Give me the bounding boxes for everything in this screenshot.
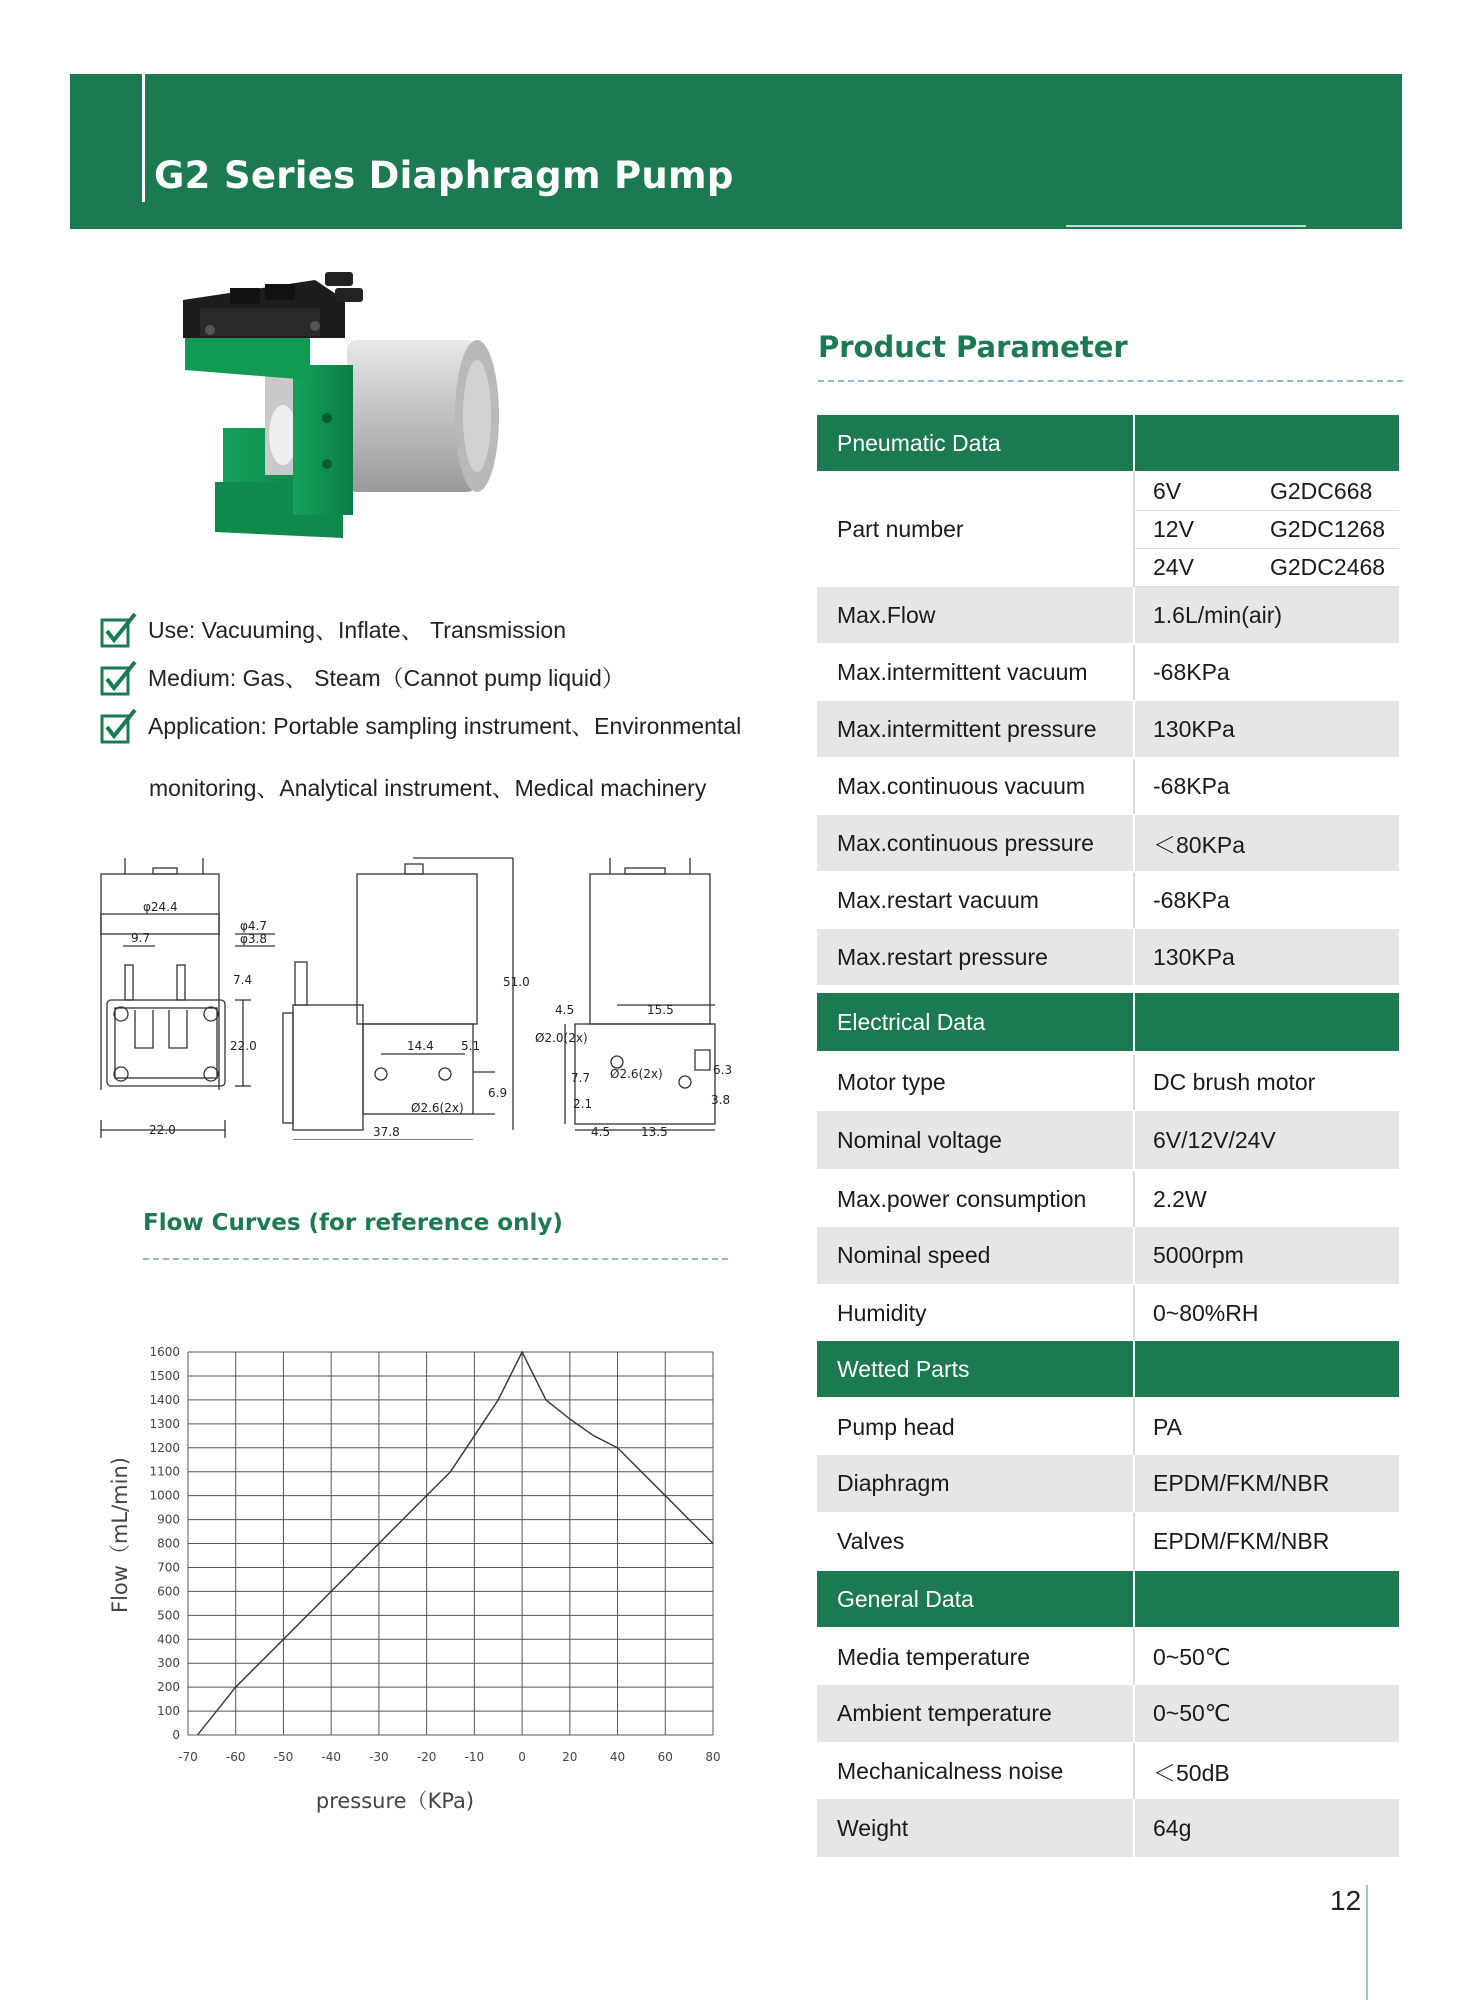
dim-label: 37.8 <box>373 1125 400 1139</box>
dim-label: 4.5 <box>591 1125 611 1139</box>
dim-label: 13.5 <box>641 1125 668 1139</box>
page-number: 12 <box>1330 1885 1362 1916</box>
dim-label: Ø2.6(2x) <box>610 1067 663 1081</box>
header-banner <box>70 74 1402 229</box>
dim-label: 7.4 <box>233 973 253 987</box>
x-tick-label: -60 <box>225 1750 246 1764</box>
checkbox-checked-icon <box>100 612 138 648</box>
param-value: 0~50℃ <box>1153 1643 1231 1670</box>
param-value: 0~50℃ <box>1153 1700 1231 1726</box>
part-number-row <box>817 471 1399 587</box>
dim-label: 51.0 <box>503 975 530 989</box>
param-row <box>817 1227 1399 1284</box>
feature-text: Application: Portable sampling instrument、Environmental <box>148 713 742 739</box>
checkbox-checked-icon <box>100 708 138 744</box>
y-tick-label: 1300 <box>149 1416 180 1431</box>
chart-x-label: pressure（KPa) <box>315 1789 475 1813</box>
banner-accent-line <box>1066 225 1306 227</box>
param-value: PA <box>1153 1413 1182 1440</box>
param-row <box>817 759 1399 814</box>
param-row <box>817 1799 1399 1857</box>
checkbox-checked-icon <box>100 660 138 696</box>
param-row <box>817 815 1399 871</box>
dim-label: 22.0 <box>149 1123 176 1137</box>
x-tick-label: -70 <box>178 1750 198 1764</box>
x-tick-label: -50 <box>273 1750 294 1764</box>
feature-application-continued: monitoring、Analytical instrument、Medical machinery <box>149 775 707 801</box>
y-tick-label: 1100 <box>149 1464 180 1479</box>
section-header-label: Pneumatic Data <box>817 415 1135 471</box>
y-tick-label: 1400 <box>149 1392 180 1407</box>
x-tick-label: -20 <box>416 1750 437 1764</box>
chart-x-ticks <box>178 1750 720 1764</box>
param-row <box>817 1399 1399 1455</box>
section-header-label: Electrical Data <box>817 993 1135 1051</box>
y-tick-label: 900 <box>157 1512 180 1527</box>
param-label: Nominal speed <box>817 1227 1135 1284</box>
dim-label: 7.7 <box>571 1071 591 1085</box>
section-header-general <box>817 1571 1399 1627</box>
param-label: Diaphragm <box>817 1455 1135 1512</box>
dim-label: 9.7 <box>131 931 151 945</box>
param-row <box>817 1455 1399 1512</box>
y-tick-label: 400 <box>157 1632 180 1647</box>
y-tick-label: 1000 <box>149 1488 180 1503</box>
param-row <box>817 1285 1399 1341</box>
param-label: Weight <box>817 1799 1135 1857</box>
y-tick-label: 700 <box>157 1560 180 1575</box>
dim-label: 3.8 <box>711 1093 731 1107</box>
param-row <box>817 929 1399 985</box>
param-value: -68KPa <box>1153 659 1230 685</box>
param-label: Max.continuous vacuum <box>817 759 1135 814</box>
feature-use <box>100 612 566 654</box>
x-tick-label: 0 <box>518 1750 526 1764</box>
param-label: Mechanicalness noise <box>817 1743 1135 1799</box>
y-tick-label: 800 <box>157 1536 180 1551</box>
y-tick-label: 1200 <box>149 1440 180 1455</box>
part-model: G2DC1268 <box>1270 516 1386 542</box>
param-row <box>817 873 1399 928</box>
param-row <box>817 1685 1399 1742</box>
x-tick-label: 20 <box>562 1750 578 1764</box>
dim-label: 5.1 <box>461 1039 481 1053</box>
dim-label: φ3.8 <box>240 932 267 946</box>
y-tick-label: 500 <box>157 1608 180 1623</box>
param-value: -68KPa <box>1153 773 1230 799</box>
dim-label: 22.0 <box>230 1039 257 1053</box>
param-value: EPDM/FKM/NBR <box>1153 1527 1330 1554</box>
param-label: Max.restart pressure <box>817 929 1135 985</box>
param-label: Pump head <box>817 1399 1135 1455</box>
feature-application <box>100 708 741 750</box>
x-tick-label: 80 <box>705 1750 721 1764</box>
y-tick-label: 100 <box>157 1704 180 1719</box>
param-label: Ambient temperature <box>817 1685 1135 1742</box>
param-value: ＜80KPa <box>1153 831 1246 858</box>
param-label: Motor type <box>817 1055 1135 1110</box>
part-model: G2DC2468 <box>1270 554 1386 580</box>
page-edge-rule <box>1366 1885 1368 2000</box>
param-value: 130KPa <box>1153 943 1235 970</box>
dim-label: Ø2.0(2x) <box>535 1031 588 1045</box>
param-value: 0~80%RH <box>1153 1299 1259 1326</box>
param-row <box>817 1111 1399 1169</box>
param-label: Nominal voltage <box>817 1111 1135 1169</box>
flow-section-title: Flow Curves (for reference only) <box>143 1210 563 1236</box>
param-value: 130KPa <box>1153 715 1235 742</box>
dim-label: 6.3 <box>713 1063 733 1077</box>
param-label: Media temperature <box>817 1629 1135 1685</box>
part-number-label: Part number <box>817 471 1135 587</box>
dim-label: 6.9 <box>488 1086 508 1100</box>
product-photo <box>175 270 505 550</box>
flow-section-divider <box>143 1258 728 1260</box>
params-title: Product Parameter <box>818 330 1128 364</box>
params-divider <box>818 380 1403 382</box>
param-value: 5000rpm <box>1153 1242 1244 1268</box>
part-number-entry <box>1135 473 1399 511</box>
section-header-electrical <box>817 993 1399 1051</box>
param-row <box>817 587 1399 643</box>
part-model: G2DC668 <box>1270 478 1373 504</box>
param-row <box>817 701 1399 757</box>
dim-label: 4.5 <box>555 1003 575 1017</box>
dim-label: 15.5 <box>647 1003 674 1017</box>
dim-label: 14.4 <box>407 1039 434 1053</box>
param-row <box>817 645 1399 700</box>
section-header-label: General Data <box>817 1571 1135 1627</box>
param-row <box>817 1629 1399 1685</box>
x-tick-label: 40 <box>609 1750 626 1764</box>
chart-y-label: Flow（mL/min) <box>108 1457 132 1613</box>
param-label: Max.intermittent vacuum <box>817 645 1135 700</box>
chart-y-ticks <box>149 1345 180 1742</box>
x-tick-label: -40 <box>321 1750 341 1764</box>
param-row <box>817 1743 1399 1799</box>
part-number-entry <box>1135 549 1399 587</box>
dim-label: 2.1 <box>573 1097 593 1111</box>
technical-drawing <box>95 850 735 1140</box>
flow-chart <box>95 1330 735 1830</box>
param-label: Max.continuous pressure <box>817 815 1135 871</box>
param-value: 64g <box>1153 1814 1192 1841</box>
part-voltage: 12V <box>1153 516 1194 542</box>
param-value: 6V/12V/24V <box>1153 1126 1276 1153</box>
param-label: Max.Flow <box>817 587 1135 643</box>
y-tick-label: 200 <box>157 1680 180 1695</box>
param-label: Humidity <box>817 1285 1135 1341</box>
y-tick-label: 0 <box>172 1728 180 1742</box>
param-value: 1.6L/min(air) <box>1153 601 1283 628</box>
param-label: Max.restart vacuum <box>817 873 1135 928</box>
dim-label: φ4.7 <box>240 919 267 933</box>
y-tick-label: 1600 <box>149 1345 180 1359</box>
param-label: Max.intermittent pressure <box>817 701 1135 757</box>
y-tick-label: 600 <box>157 1584 180 1599</box>
param-row <box>817 1513 1399 1569</box>
y-tick-label: 300 <box>157 1656 180 1671</box>
part-voltage: 24V <box>1153 554 1194 580</box>
param-value: -68KPa <box>1153 887 1230 913</box>
chart-grid <box>188 1352 713 1735</box>
section-header-pneumatic <box>817 415 1399 471</box>
page-title: G2 Series Diaphragm Pump <box>154 154 734 197</box>
param-value: EPDM/FKM/NBR <box>1153 1470 1330 1496</box>
feature-text: Use: Vacuuming、Inflate、 Transmission <box>148 617 566 643</box>
x-tick-label: 60 <box>657 1750 673 1764</box>
param-row <box>817 1171 1399 1227</box>
param-value: DC brush motor <box>1153 1069 1316 1095</box>
dim-label: Ø2.6(2x) <box>411 1101 464 1115</box>
x-tick-label: -30 <box>369 1750 389 1764</box>
part-number-entry <box>1135 511 1399 549</box>
dim-label: φ24.4 <box>143 900 178 914</box>
param-value: 2.2W <box>1153 1185 1207 1212</box>
banner-accent-bar <box>142 74 145 202</box>
y-tick-label: 1500 <box>149 1368 180 1383</box>
param-value: ＜50dB <box>1153 1759 1230 1786</box>
x-tick-label: -10 <box>464 1750 485 1764</box>
feature-medium <box>100 660 625 702</box>
param-label: Max.power consumption <box>817 1171 1135 1227</box>
section-header-label: Wetted Parts <box>817 1341 1135 1397</box>
param-row <box>817 1055 1399 1110</box>
param-label: Valves <box>817 1513 1135 1569</box>
feature-text: Medium: Gas、 Steam（Cannot pump liquid） <box>148 665 625 691</box>
section-header-wetted <box>817 1341 1399 1397</box>
part-voltage: 6V <box>1153 478 1182 504</box>
